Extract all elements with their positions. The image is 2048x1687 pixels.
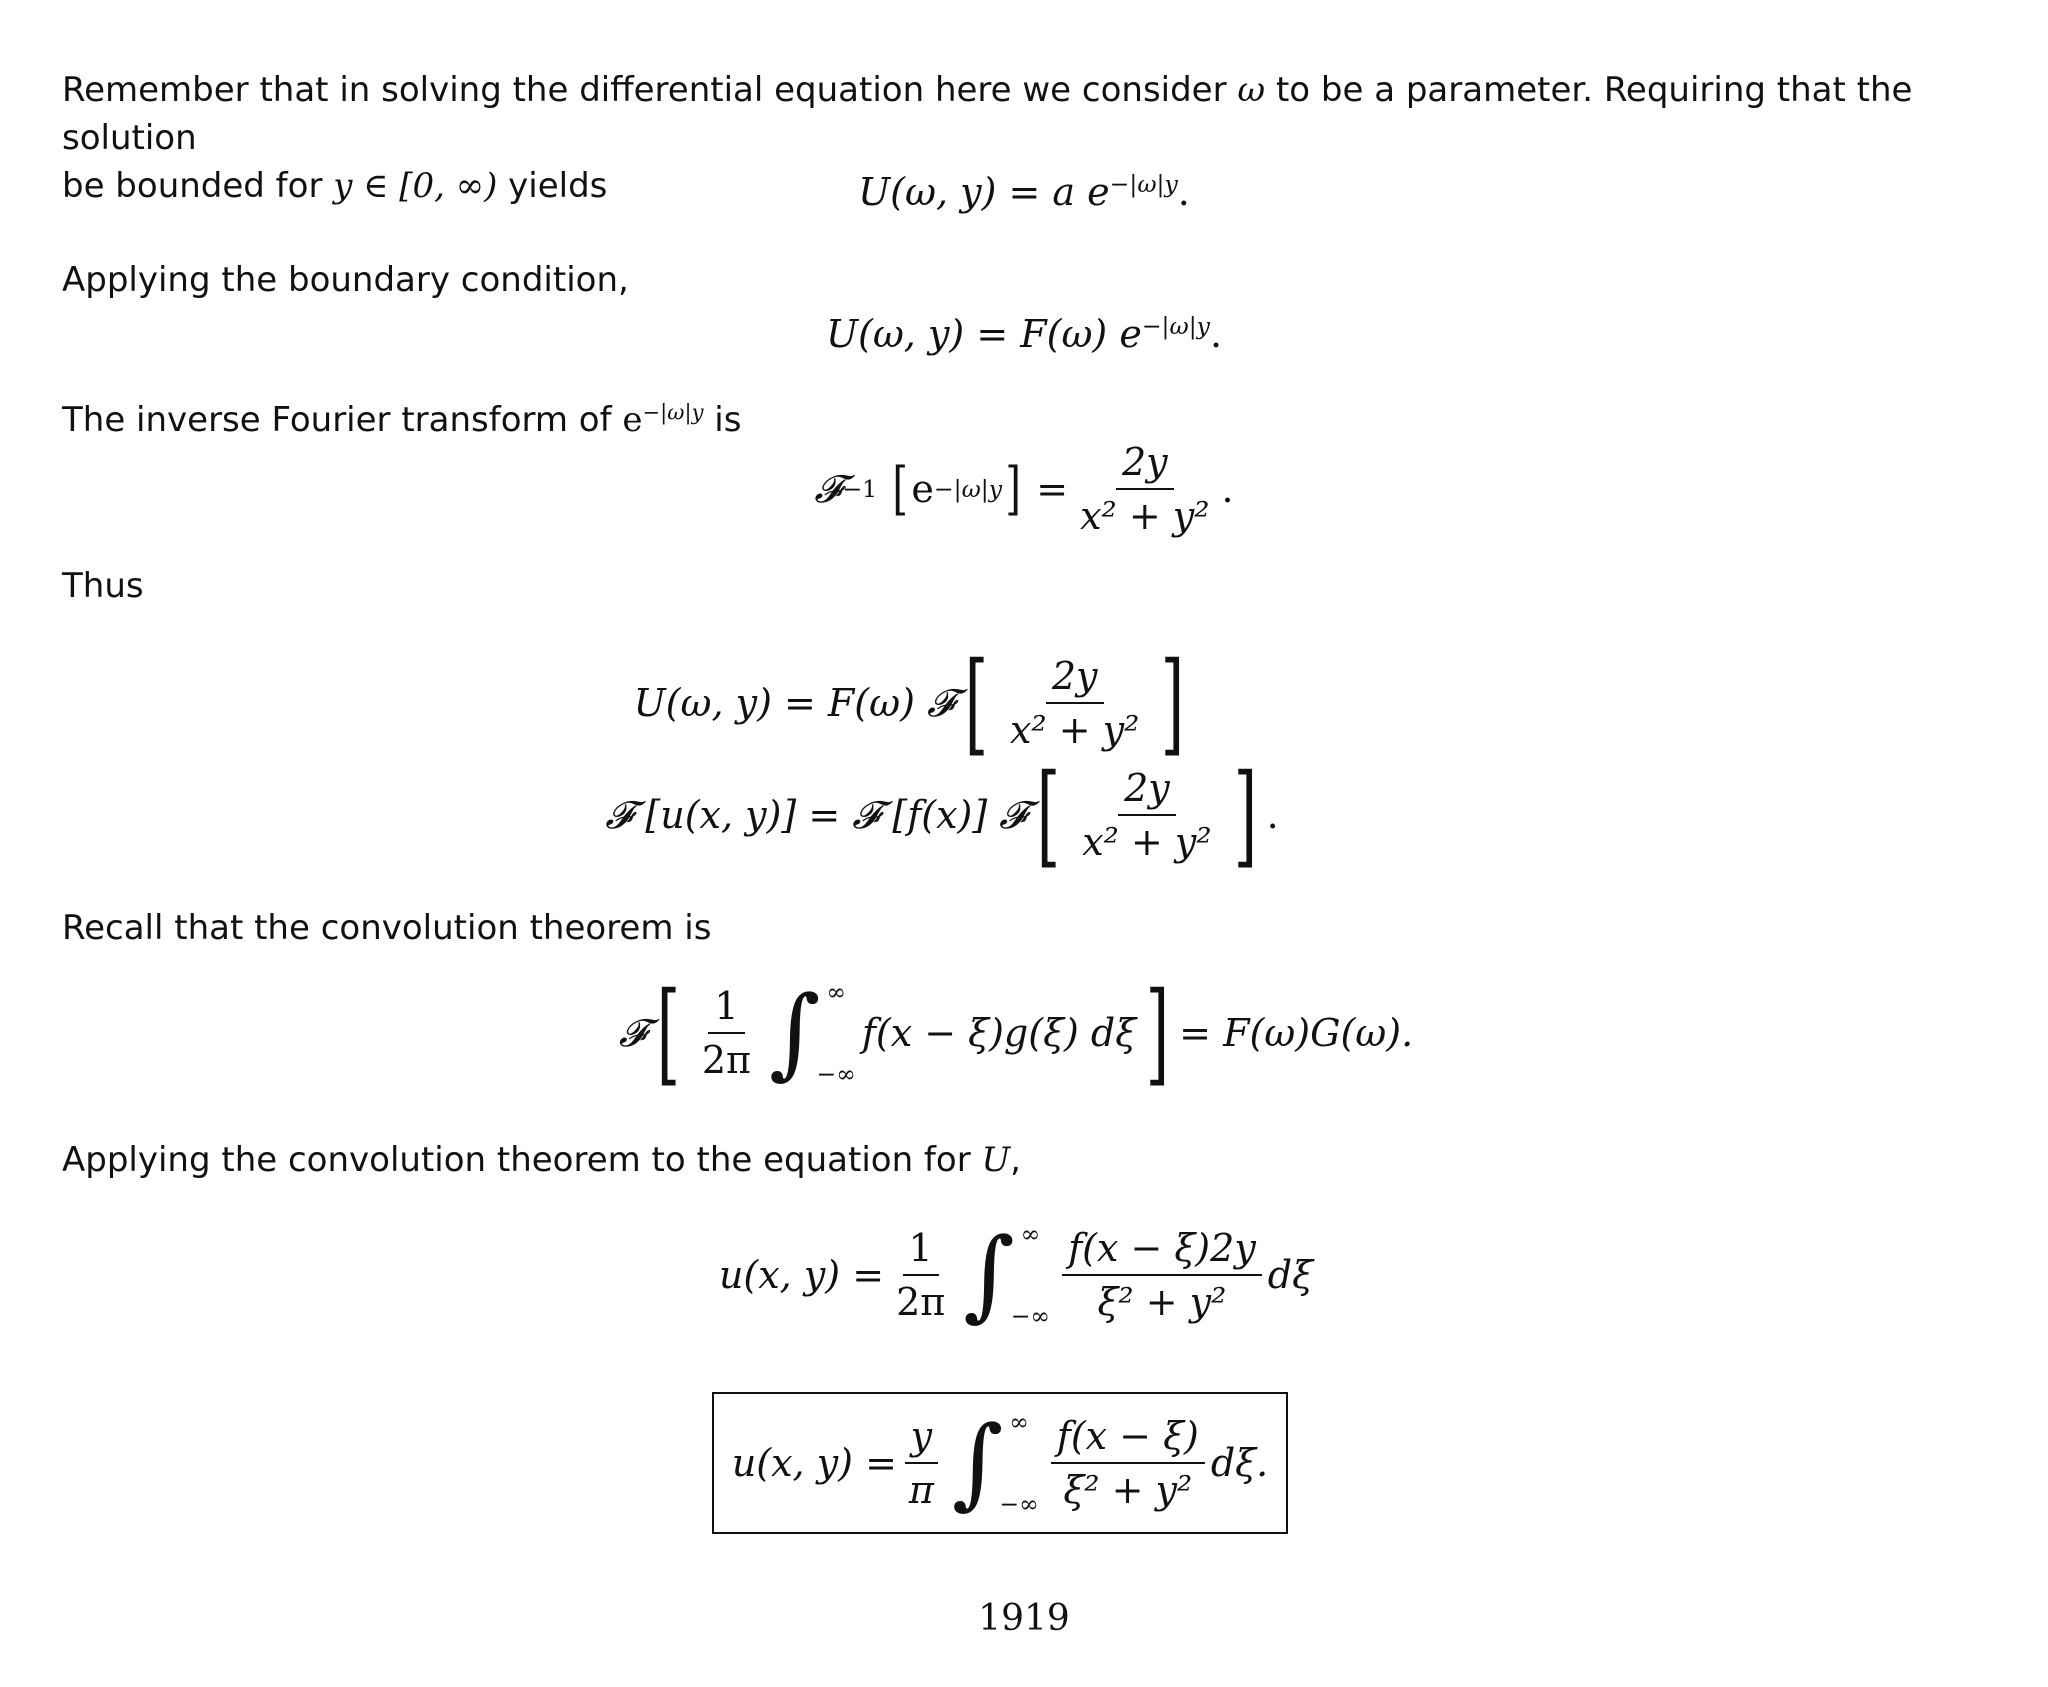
fraction (1062, 1226, 1262, 1324)
equation-bounded-solution (0, 170, 2048, 214)
integral-limits (1011, 1220, 1050, 1330)
fraction-numerator: f(x − ξ)2y (1062, 1226, 1262, 1276)
integral (951, 1404, 1039, 1520)
right-bracket: ] (1233, 751, 1257, 879)
fraction-denominator: ξ² + y² (1063, 1468, 1193, 1512)
page-number: 1919 (978, 1598, 1070, 1639)
equation-convolution-theorem (0, 969, 2040, 1097)
fourier-operator: 𝓕 (618, 1010, 647, 1055)
equation-lhs: 𝓕 [u(x, y)] = 𝓕 [f(x)] (605, 792, 988, 837)
equation-tail: . (1221, 467, 1234, 511)
equation-exponent: −|ω|y (1109, 170, 1178, 199)
equation-lhs: u(x, y) = (731, 1441, 897, 1485)
math-omega: ω (1237, 70, 1266, 110)
boxed-result (712, 1392, 1288, 1534)
integral-lower-limit: −∞ (1010, 1302, 1051, 1330)
fraction (1004, 654, 1145, 752)
integral-upper-limit: ∞ (1009, 1408, 1029, 1436)
fraction-denominator: x² + y² (1082, 820, 1212, 865)
fraction-numerator: 1 (708, 984, 744, 1034)
fraction (1076, 766, 1217, 864)
integral-upper-limit: ∞ (826, 978, 846, 1007)
math-exponent: −|ω|y (642, 399, 704, 425)
text-span: Applying the boundary condition, (62, 260, 629, 300)
integral-sign: ∫ (963, 1216, 1015, 1332)
equation-transform-relation (0, 751, 1966, 879)
fraction-denominator: π (908, 1468, 934, 1512)
equation-final-solution (0, 1392, 2024, 1534)
text-span: yields (508, 166, 608, 206)
paragraph-boundary (62, 256, 629, 304)
right-bracket: ] (1005, 456, 1021, 522)
equation-tail: dξ (1267, 1253, 1314, 1297)
math-var: U (981, 1140, 1011, 1180)
integral-sign: ∫ (951, 1404, 1004, 1520)
equation-solution-intermediate (0, 1216, 2040, 1332)
right-bracket: ] (1145, 969, 1170, 1097)
math-domain: y ∈ [0, ∞) (333, 166, 498, 206)
text-span: Thus (62, 566, 144, 606)
fraction-denominator: 2π (701, 1038, 752, 1083)
fraction-denominator: 2π (896, 1280, 946, 1324)
text-span: be bounded for (62, 166, 323, 206)
fraction-numerator: 2y (1118, 766, 1176, 816)
integral-upper-limit: ∞ (1020, 1220, 1041, 1248)
equation-inverse-transform: 𝓕 −1 [ e −|ω|y ] = $\frac{2y}{\text{x² + y²}}$ . (814, 440, 1234, 538)
text-span: Remember that in solving the differential equation here we consider (62, 70, 1227, 110)
integral-limits (817, 978, 856, 1088)
left-bracket: [ (1036, 751, 1061, 879)
equation-tail: . (1209, 312, 1223, 356)
fourier-operator: 𝓕 (814, 466, 843, 511)
fraction (696, 984, 757, 1082)
paragraph-convolution-recall (62, 904, 711, 952)
fraction-numerator: y (905, 1414, 938, 1464)
equation-boundary-applied (0, 312, 2048, 356)
text-span: to be a parameter. Requiring that the solution (62, 70, 1913, 158)
equation-transform-product (0, 639, 1938, 767)
equation-lhs: u(x, y) = (718, 1253, 885, 1297)
fraction (890, 1226, 951, 1324)
integral-lower-limit: −∞ (999, 1490, 1039, 1518)
fourier-operator: 𝓕 (926, 680, 955, 725)
left-bracket: [ (656, 969, 681, 1097)
right-bracket: ] (1161, 639, 1185, 767)
equation-exponent: −|ω|y (1141, 312, 1210, 341)
integral (769, 974, 856, 1090)
integral-limits (999, 1408, 1038, 1518)
fraction-numerator: 1 (903, 1226, 939, 1276)
equation-tail: dξ. (1210, 1441, 1269, 1485)
fraction (1074, 440, 1215, 538)
left-bracket: [ (892, 456, 909, 522)
fraction-denominator: ξ² + y² (1097, 1280, 1227, 1324)
fraction (1051, 1414, 1205, 1512)
equation-lhs: U(ω, y) = a e (858, 170, 1110, 214)
paragraph-thus (62, 562, 144, 610)
integral-lower-limit: −∞ (816, 1060, 856, 1089)
fraction-numerator: 2y (1046, 654, 1104, 704)
equals-sign: = (1036, 467, 1069, 511)
left-bracket: [ (964, 639, 989, 767)
text-span: The inverse Fourier transform of (62, 400, 612, 440)
text-span: , (1010, 1140, 1021, 1180)
paragraph-convolution-apply (62, 1136, 1021, 1184)
math-exp: e (622, 400, 643, 440)
fraction-numerator: 2y (1116, 440, 1174, 490)
fraction-denominator: x² + y² (1080, 494, 1210, 538)
text-span: Applying the convolution theorem to the equation for (62, 1140, 971, 1180)
text-span: is (714, 400, 742, 440)
bracket-arg: e (911, 467, 934, 511)
fraction-denominator: x² + y² (1009, 708, 1140, 753)
integral-sign: ∫ (769, 974, 821, 1090)
integrand: f(x − ξ)g(ξ) dξ (861, 1011, 1137, 1056)
paragraph-inverse-fourier (62, 396, 741, 444)
equation-tail: . (1266, 793, 1279, 838)
equation-rhs: = F(ω)G(ω). (1179, 1011, 1414, 1056)
integral (963, 1216, 1051, 1332)
fraction (903, 1414, 940, 1512)
fraction-numerator: f(x − ξ) (1051, 1414, 1205, 1464)
equation-lhs: U(ω, y) = F(ω) e (825, 312, 1142, 356)
fourier-operator: 𝓕 (999, 792, 1028, 837)
text-span: Recall that the convolution theorem is (62, 908, 712, 948)
equation-lhs: U(ω, y) = F(ω) (633, 681, 915, 726)
equation-tail: . (1177, 170, 1190, 214)
